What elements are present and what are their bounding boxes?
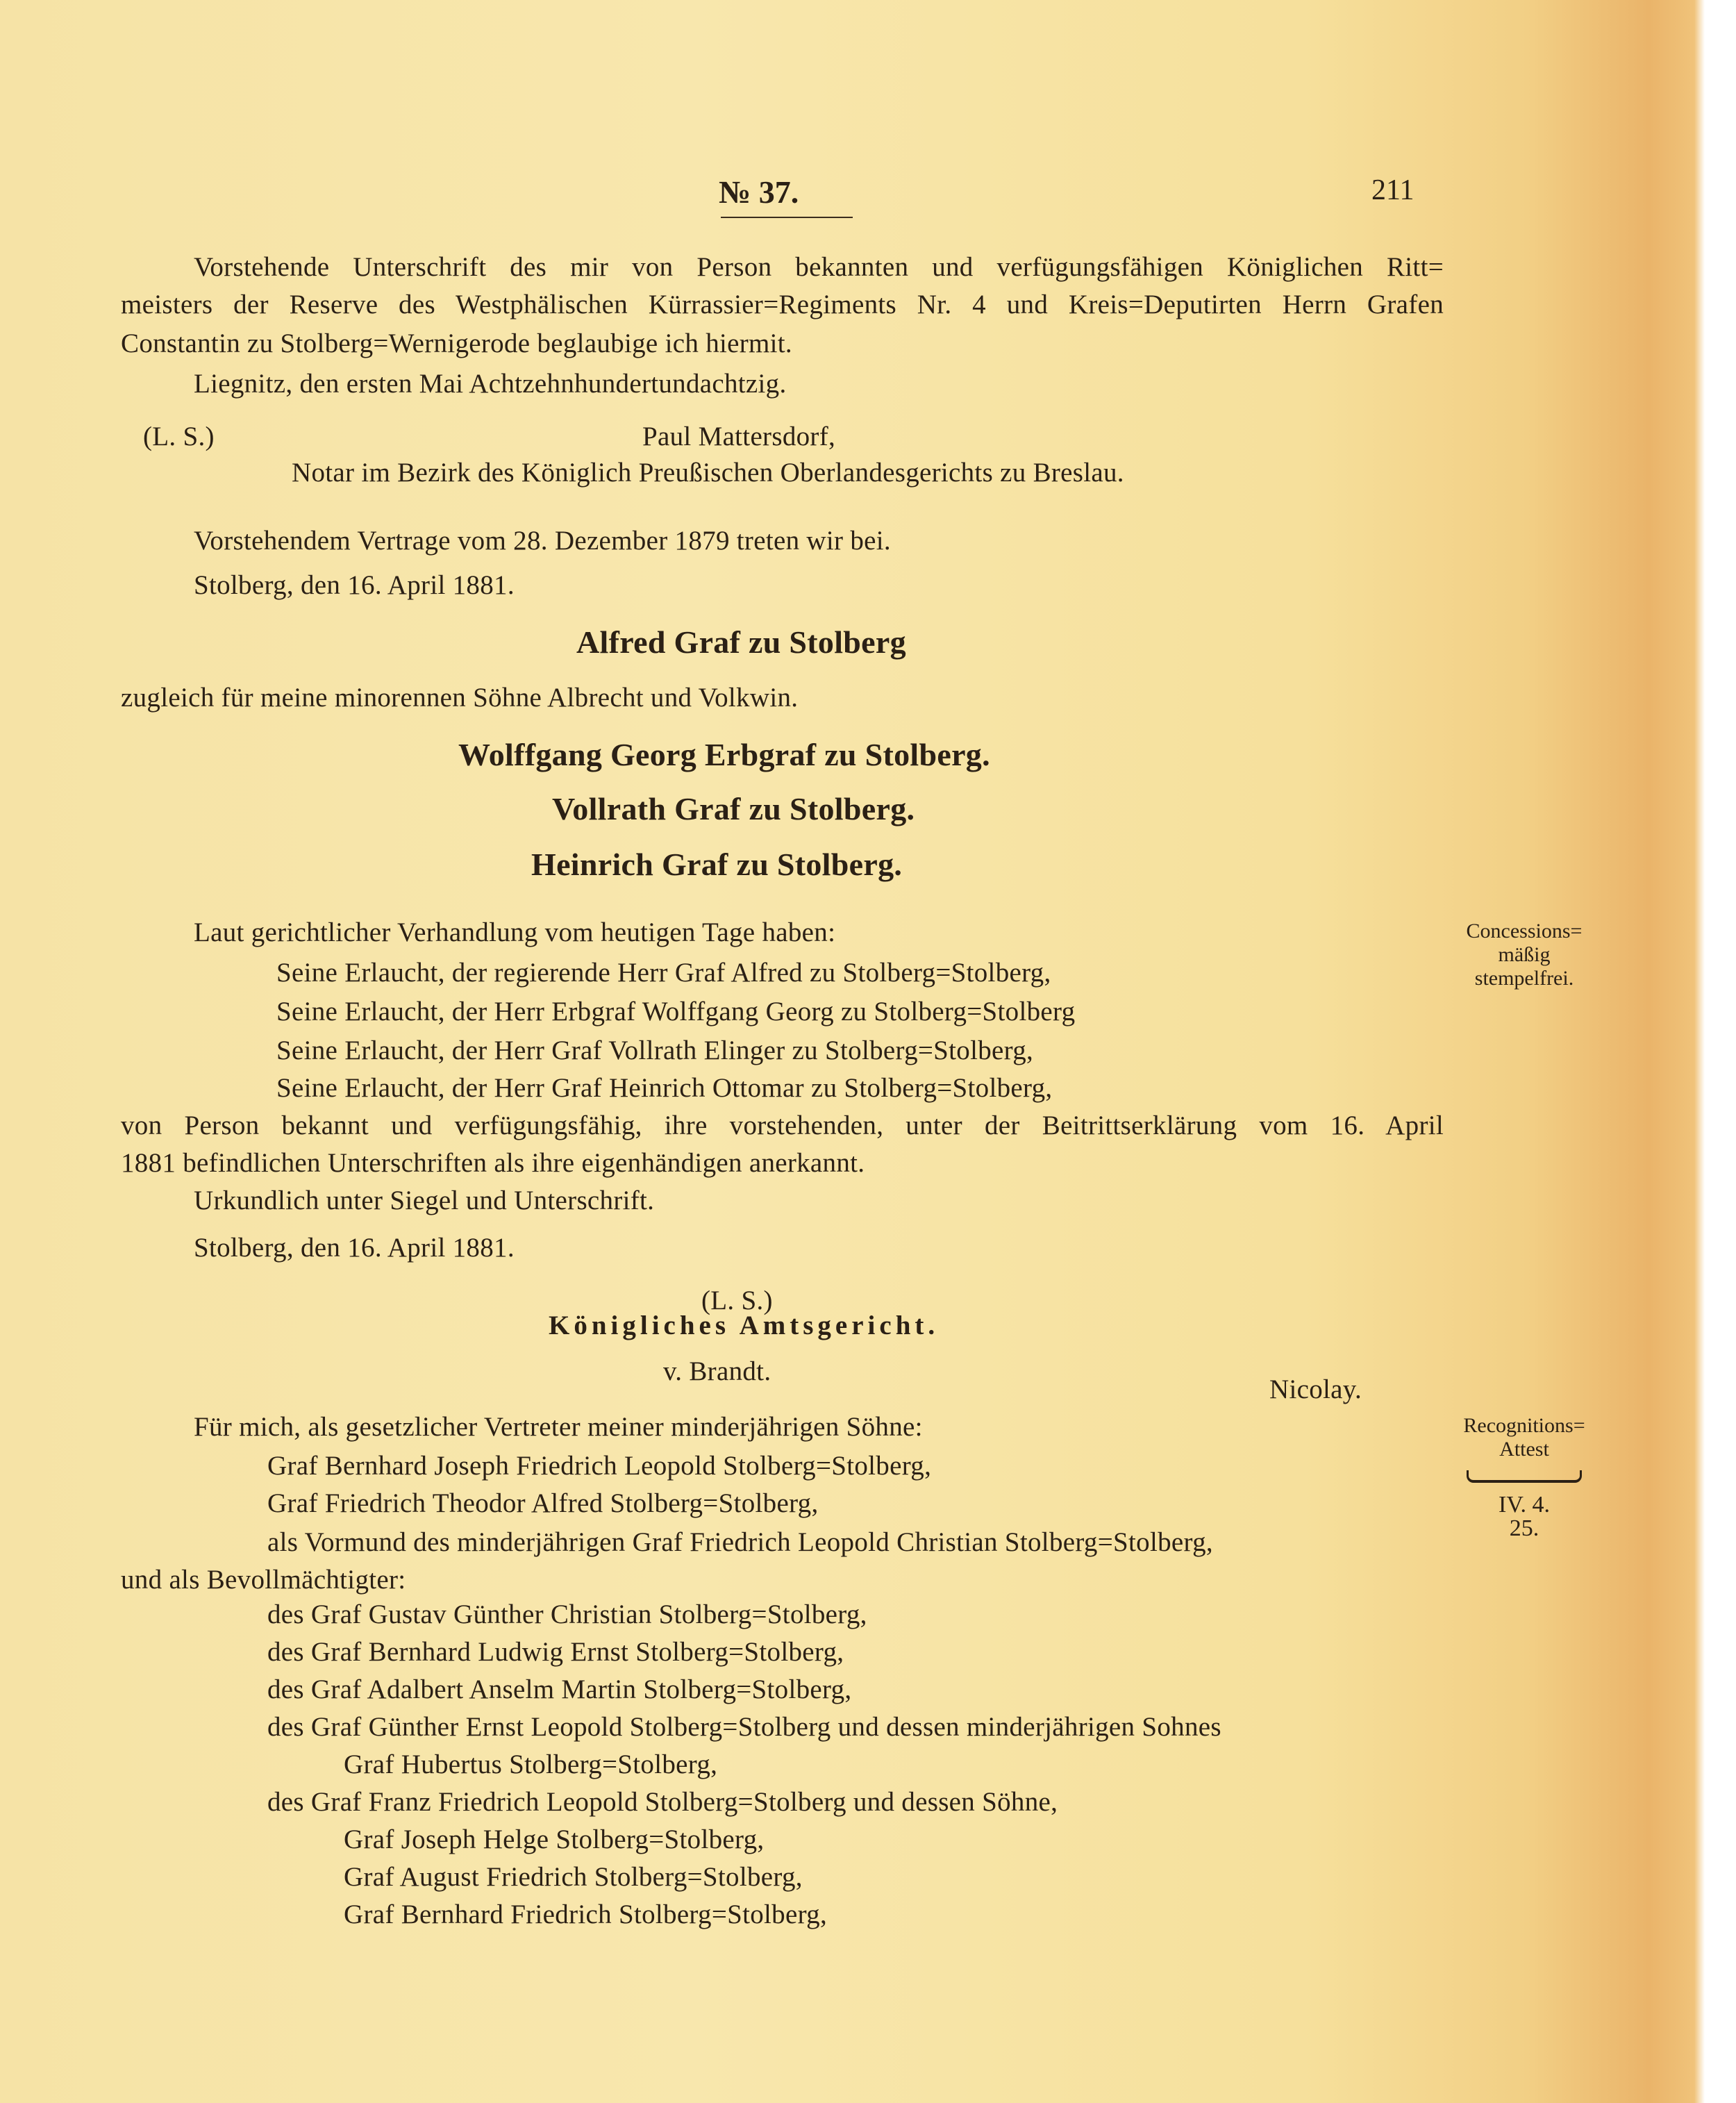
- header-rule: [721, 217, 853, 218]
- place-date: Stolberg, den 16. April 1881.: [194, 570, 515, 600]
- paragraph-line: Graf Joseph Helge Stolberg=Stolberg,: [344, 1824, 765, 1854]
- paragraph-line: Liegnitz, den ersten Mai Achtzehnhundertundachtzig.: [194, 369, 787, 399]
- court-name: Königliches Amtsgericht.: [549, 1311, 940, 1340]
- paragraph-line: Seine Erlaucht, der Herr Graf Vollrath Elinger zu Stolberg=Stolberg,: [276, 1036, 1034, 1065]
- paragraph-line: von Person bekannt und verfügungsfähig, ihre vorstehenden, unter der Beitrittserklärung vom 16. April: [121, 1111, 1444, 1140]
- paragraph-line: Seine Erlaucht, der regierende Herr Graf Alfred zu Stolberg=Stolberg,: [276, 958, 1051, 988]
- paragraph-line: Vorstehende Unterschrift des mir von Person bekannten und verfügungsfähigen Königlichen Ritt=: [194, 252, 1444, 282]
- margin-note-line: Recognitions=: [1463, 1414, 1585, 1437]
- paragraph-line: des Graf Günther Ernst Leopold Stolberg=Stolberg und dessen minderjährigen Sohnes: [267, 1712, 1221, 1742]
- paragraph-line: Constantin zu Stolberg=Wernigerode beglaubige ich hiermit.: [121, 329, 792, 358]
- signature: Alfred Graf zu Stolberg: [576, 624, 906, 660]
- place-date: Stolberg, den 16. April 1881.: [194, 1233, 515, 1263]
- paragraph-line: Graf Hubertus Stolberg=Stolberg,: [344, 1749, 718, 1779]
- paragraph-line: des Graf Adalbert Anselm Martin Stolberg=Stolberg,: [267, 1674, 852, 1704]
- signature-note: zugleich für meine minorennen Söhne Albrecht und Volkwin.: [121, 683, 799, 713]
- paragraph-line: und als Bevollmächtigter:: [121, 1565, 406, 1595]
- paragraph-line: Graf Bernhard Friedrich Stolberg=Stolberg,: [344, 1900, 828, 1929]
- margin-note-line: stempelfrei.: [1474, 967, 1574, 990]
- brace-mark: [1467, 1470, 1582, 1483]
- paragraph-line: Vorstehendem Vertrage vom 28. Dezember 1879 treten wir bei.: [194, 526, 891, 556]
- margin-note-line: mäßig: [1498, 943, 1551, 966]
- margin-note-line: IV. 4.: [1499, 1492, 1550, 1518]
- seal-mark: (L. S.): [143, 422, 215, 451]
- paragraph-line: Laut gerichtlicher Verhandlung vom heutigen Tage haben:: [194, 917, 836, 947]
- paragraph-line: Graf August Friedrich Stolberg=Stolberg,: [344, 1862, 803, 1892]
- document-number: № 37.: [719, 174, 799, 210]
- judge-name: v. Brandt.: [663, 1356, 771, 1386]
- paragraph-line: Graf Bernhard Joseph Friedrich Leopold Stolberg=Stolberg,: [267, 1451, 932, 1481]
- margin-note-reference: [1455, 1493, 1594, 1540]
- signature: Vollrath Graf zu Stolberg.: [552, 791, 915, 826]
- paragraph-line: Seine Erlaucht, der Herr Erbgraf Wolffgang Georg zu Stolberg=Stolberg: [276, 997, 1076, 1026]
- margin-note-stamp: [1455, 920, 1594, 990]
- paragraph-line: des Graf Gustav Günther Christian Stolberg=Stolberg,: [267, 1599, 867, 1629]
- signature: Heinrich Graf zu Stolberg.: [531, 847, 903, 882]
- paragraph-line: Für mich, als gesetzlicher Vertreter meiner minderjährigen Söhne:: [194, 1412, 923, 1442]
- notary-title: Notar im Bezirk des Königlich Preußischen Oberlandesgerichts zu Breslau.: [292, 458, 1124, 488]
- clerk-name: Nicolay.: [1269, 1374, 1362, 1404]
- paragraph-line: Urkundlich unter Siegel und Unterschrift.: [194, 1186, 655, 1215]
- notary-name: Paul Mattersdorf,: [642, 422, 836, 451]
- page-number: 211: [1371, 174, 1414, 206]
- paragraph-line: als Vormund des minderjährigen Graf Friedrich Leopold Christian Stolberg=Stolberg,: [267, 1527, 1213, 1557]
- paragraph-line: Graf Friedrich Theodor Alfred Stolberg=Stolberg,: [267, 1488, 819, 1518]
- margin-note-line: Attest: [1499, 1438, 1549, 1461]
- margin-note-line: Concessions=: [1466, 920, 1583, 942]
- paragraph-line: des Graf Bernhard Ludwig Ernst Stolberg=Stolberg,: [267, 1637, 844, 1667]
- paragraph-line: Seine Erlaucht, der Herr Graf Heinrich Ottomar zu Stolberg=Stolberg,: [276, 1073, 1053, 1103]
- margin-note-recognition: [1455, 1414, 1594, 1461]
- paragraph-line: meisters der Reserve des Westphälischen Kürrassier=Regiments Nr. 4 und Kreis=Deputirten Herrn Grafen: [121, 290, 1444, 319]
- seal-mark: (L. S.): [701, 1286, 773, 1315]
- paragraph-line: des Graf Franz Friedrich Leopold Stolberg=Stolberg und dessen Söhne,: [267, 1787, 1058, 1817]
- margin-note-line: 25.: [1509, 1515, 1539, 1541]
- signature: Wolffgang Georg Erbgraf zu Stolberg.: [458, 737, 990, 772]
- paragraph-line: 1881 befindlichen Unterschriften als ihre eigenhändigen anerkannt.: [121, 1148, 865, 1178]
